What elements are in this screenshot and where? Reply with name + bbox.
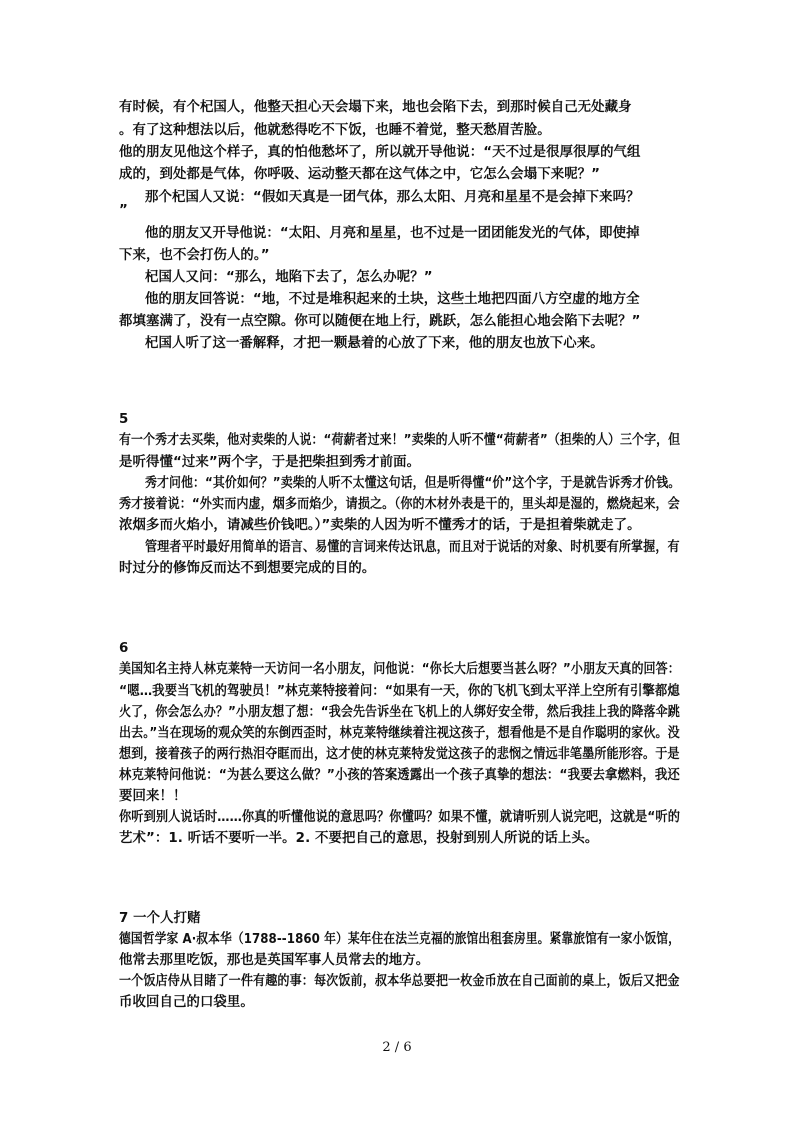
- story6-line: 艺术”：1. 听话不要听一半。2. 不要把自己的意思，投射到别人所说的话上头。: [119, 831, 599, 846]
- story4-line: 杞国人听了这一番解释，才把一颗悬着的心放了下来，他的朋友也放下心来。: [145, 336, 604, 351]
- story4-line: 有时候，有个杞国人，他整天担心天会塌下来，地也会陷下去，到那时候自己无处藏身: [119, 100, 632, 115]
- story4-line: ”: [119, 203, 128, 218]
- story6-line: 你听到别人说话时……你真的听懂他说的意思吗？你懂吗？如果不懂，就请听别人说完吧，这就是“听的: [119, 810, 680, 825]
- story4-line: 都填塞满了，没有一点空隙。你可以随便在地上行，跳跃，怎么能担心地会陷下去呢？”: [119, 314, 641, 329]
- story7-title: 7 一个人打赌: [119, 911, 201, 926]
- story4-line: 那个杞国人又说：“假如天真是一团气体，那么太阳、月亮和星星不是会掉下来吗？: [145, 190, 640, 205]
- story5-line: 管理者平时最好用简单的语言、易懂的言词来传达讯息，而且对于说话的对象、时机要有所掌握，有: [145, 540, 680, 555]
- story4-line: 成的，到处都是气体，你呼吸、运动整天都在这气体之中，它怎么会塌下来呢？”: [119, 167, 601, 182]
- story5-line: 是听得懂“过来”两个字，于是把柴担到秀才前面。: [119, 455, 421, 470]
- story7-line: 德国哲学家 A·叔本华（1788--1860 年）某年住在法兰克福的旅馆出租套房里。紧靠旅馆有一家小饭馆，: [119, 932, 680, 947]
- story7-line: 他常去那里吃饭，那也是英国军事人员常去的地方。: [119, 953, 430, 968]
- story5-line: 浓烟多而火焰小，请减些价钱吧。）”卖柴的人因为听不懂秀才的话，于是担着柴就走了。: [119, 518, 641, 533]
- story6-number: 6: [119, 641, 129, 656]
- story4-line: 下来，也不会打伤人的。”: [119, 248, 270, 263]
- story6-line: 想到，接着孩子的两行热泪夺眶而出，这才使的林克莱特发觉这孩子的悲悯之情远非笔墨所能形容。于是: [119, 747, 680, 762]
- story6-line: 要回来！！: [119, 789, 187, 804]
- page-number: 2 / 6: [382, 1040, 412, 1055]
- story5-number: 5: [119, 412, 129, 427]
- story7-line: 一个饭店侍从目睹了一件有趣的事：每次饭前，叔本华总要把一枚金币放在自己面前的桌上，饭后又把金: [119, 974, 680, 989]
- story6-line: 火了，你会怎么办？”小朋友想了想：“我会先告诉坐在飞机上的人绑好安全带，然后我挂上我的降落伞跳: [119, 705, 680, 720]
- story5-line: 秀才接着说：“外实而内虚，烟多而焰少，请损之。（你的木材外表是干的，里头却是湿的，燃烧起来，会: [119, 497, 680, 512]
- story4-line: 他的朋友见他这个样子，真的怕他愁坏了，所以就开导他说：“天不过是很厚很厚的气组: [119, 145, 641, 160]
- story4-line: 他的朋友又开导他说：“太阳、月亮和星星，也不过是一团团能发光的气体，即使掉: [145, 226, 640, 241]
- story6-line: 林克莱特问他说：“为甚么要这么做？”小孩的答案透露出一个孩子真挚的想法：“我要去拿燃料，我还: [119, 768, 680, 783]
- story6-line: 美国知名主持人林克莱特一天访问一名小朋友，问他说：“你长大后想要当甚么呀？”小朋友天真的回答：: [119, 662, 680, 677]
- story5-line: 秀才问他：“其价如何？”卖柴的人听不太懂这句话，但是听得懂“价”这个字，于是就告诉秀才价钱。: [145, 476, 681, 491]
- story5-line: 有一个秀才去买柴，他对卖柴的人说：“荷薪者过来！”卖柴的人听不懂“荷薪者”（担柴的人）三个字，但: [119, 433, 681, 448]
- story4-line: 杞国人又问：“那么，地陷下去了，怎么办呢？”: [145, 270, 433, 285]
- story5-line: 时过分的修饰反而达不到想要完成的目的。: [119, 561, 376, 576]
- story7-line: 币收回自己的口袋里。: [119, 995, 254, 1010]
- story4-line: 。有了这种想法以后，他就愁得吃不下饭，也睡不着觉，整天愁眉苦脸。: [119, 123, 551, 138]
- story6-line: “嗯…我要当飞机的驾驶员！”林克莱特接着问：“如果有一天，你的飞机飞到太平洋上空所有引擎都熄: [119, 684, 680, 699]
- story6-line: 出去。”当在现场的观众笑的东倒西歪时，林克莱特继续着注视这孩子，想看他是不是自作聪明的家伙。没: [119, 726, 680, 741]
- story4-line: 他的朋友回答说：“地，不过是堆积起来的土块，这些土地把四面八方空虚的地方全: [145, 292, 640, 307]
